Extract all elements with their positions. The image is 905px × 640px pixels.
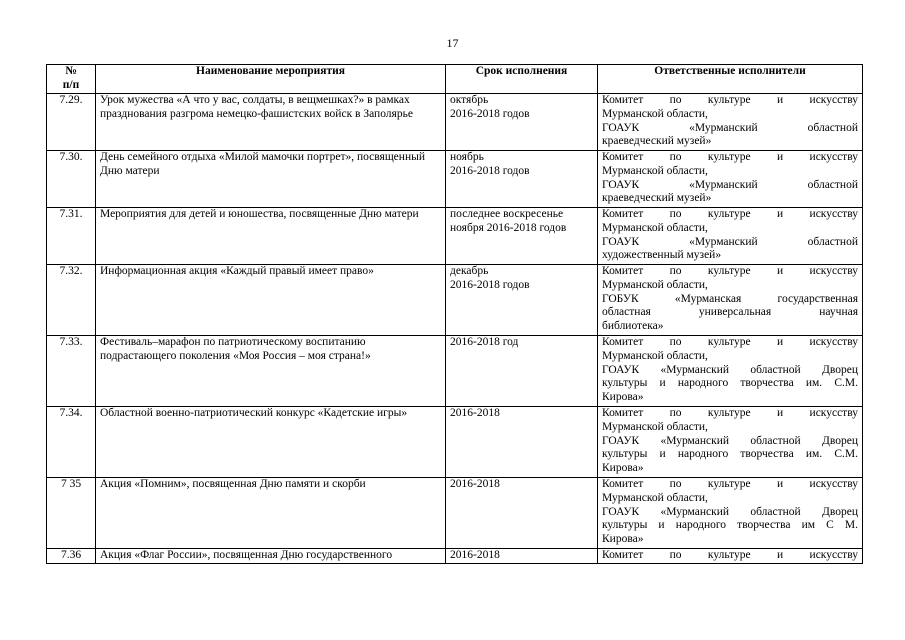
row-number: 7.36 [47, 549, 96, 564]
event-name: Информационная акция «Каждый правый имеет право» [96, 265, 446, 336]
event-executors [598, 151, 863, 208]
executor-line: краеведческий музей» [602, 192, 712, 205]
executor-line: Кирова» [602, 391, 644, 404]
executor-line: культуры и народного творчества им. С.М. [602, 377, 858, 390]
executor-line: ГОАУК «Мурманский областной [602, 235, 858, 248]
executor-line: Комитет по культуре и искусству [602, 549, 858, 561]
executor-line: областная универсальная научная [602, 306, 858, 319]
executor-line: Комитет по культуре и искусству [602, 208, 858, 220]
table-row [47, 478, 863, 549]
event-term: октябрь 2016-2018 годов [446, 94, 598, 151]
executor-line: Мурманской области, [602, 349, 708, 362]
table-row [47, 549, 863, 564]
header-executors: Ответственные исполнители [598, 65, 863, 94]
table-row [47, 265, 863, 336]
header-number: № п/п [47, 65, 96, 94]
event-term: 2016-2018 [446, 407, 598, 478]
executor-line: Комитет по культуре и искусству [602, 94, 858, 106]
row-number: 7.30. [47, 151, 96, 208]
event-executors [598, 549, 863, 564]
table-row [47, 151, 863, 208]
executor-line: ГОАУК «Мурманский областной Дворец [602, 434, 858, 447]
executor-line: Комитет по культуре и искусству [602, 336, 858, 348]
table-header-row [47, 65, 863, 94]
event-term: 2016-2018 [446, 549, 598, 564]
executor-line: Комитет по культуре и искусству [602, 407, 858, 419]
header-term: Срок исполнения [446, 65, 598, 94]
executor-line: культуры и народного творчества им С М. [602, 519, 858, 532]
event-name: Областной военно-патриотический конкурс «Кадетские игры» [96, 407, 446, 478]
executor-line: Кирова» [602, 462, 644, 475]
executor-line: ГОАУК «Мурманский областной [602, 121, 858, 134]
executor-line: Мурманской области, [602, 107, 708, 120]
event-name: Фестиваль–марафон по патриотическому воспитанию подрастающего поколения «Моя Россия – моя страна!» [96, 336, 446, 407]
executor-line: Комитет по культуре и искусству [602, 265, 858, 277]
header-event-name: Наименование мероприятия [96, 65, 446, 94]
executor-line: Мурманской области, [602, 278, 708, 291]
event-term: последнее воскресенье ноября 2016-2018 годов [446, 208, 598, 265]
event-name: Мероприятия для детей и юношества, посвященные Дню матери [96, 208, 446, 265]
executor-line: Мурманской области, [602, 491, 708, 504]
table-row [47, 94, 863, 151]
event-executors [598, 94, 863, 151]
executor-line: Мурманской области, [602, 420, 708, 433]
row-number: 7.31. [47, 208, 96, 265]
event-term: ноябрь 2016-2018 годов [446, 151, 598, 208]
row-number: 7.33. [47, 336, 96, 407]
table-row [47, 407, 863, 478]
table-row [47, 336, 863, 407]
executor-line: культуры и народного творчества им. С.М. [602, 448, 858, 461]
row-number: 7 35 [47, 478, 96, 549]
executor-line: ГОАУК «Мурманский областной Дворец [602, 505, 858, 518]
row-number: 7.32. [47, 265, 96, 336]
executor-line: художественный музей» [602, 249, 722, 262]
events-table [46, 64, 863, 564]
event-term: 2016-2018 [446, 478, 598, 549]
executor-line: Комитет по культуре и искусству [602, 151, 858, 163]
event-name: День семейного отдыха «Милой мамочки портрет», посвященный Дню матери [96, 151, 446, 208]
event-name: Акция «Флаг России», посвященная Дню государственного [96, 549, 446, 564]
event-name: Урок мужества «А что у вас, солдаты, в вещмешках?» в рамках празднования разгрома немецко-фашистских войск в Заполярье [96, 94, 446, 151]
table-row [47, 208, 863, 265]
event-executors [598, 478, 863, 549]
executor-line: Мурманской области, [602, 164, 708, 177]
event-term: 2016-2018 год [446, 336, 598, 407]
executor-line: Кирова» [602, 533, 644, 546]
executor-line: ГОБУК «Мурманская государственная [602, 292, 858, 305]
row-number: 7.29. [47, 94, 96, 151]
event-term: декабрь 2016-2018 годов [446, 265, 598, 336]
event-name: Акция «Помним», посвященная Дню памяти и скорби [96, 478, 446, 549]
executor-line: библиотека» [602, 320, 664, 333]
executor-line: Комитет по культуре и искусству [602, 478, 858, 490]
event-executors [598, 208, 863, 265]
row-number: 7.34. [47, 407, 96, 478]
event-executors [598, 336, 863, 407]
executor-line: ГОАУК «Мурманский областной Дворец [602, 363, 858, 376]
executor-line: Мурманской области, [602, 221, 708, 234]
event-executors [598, 407, 863, 478]
page-number: 17 [446, 36, 459, 50]
executor-line: краеведческий музей» [602, 135, 712, 148]
event-executors [598, 265, 863, 336]
executor-line: ГОАУК «Мурманский областной [602, 178, 858, 191]
